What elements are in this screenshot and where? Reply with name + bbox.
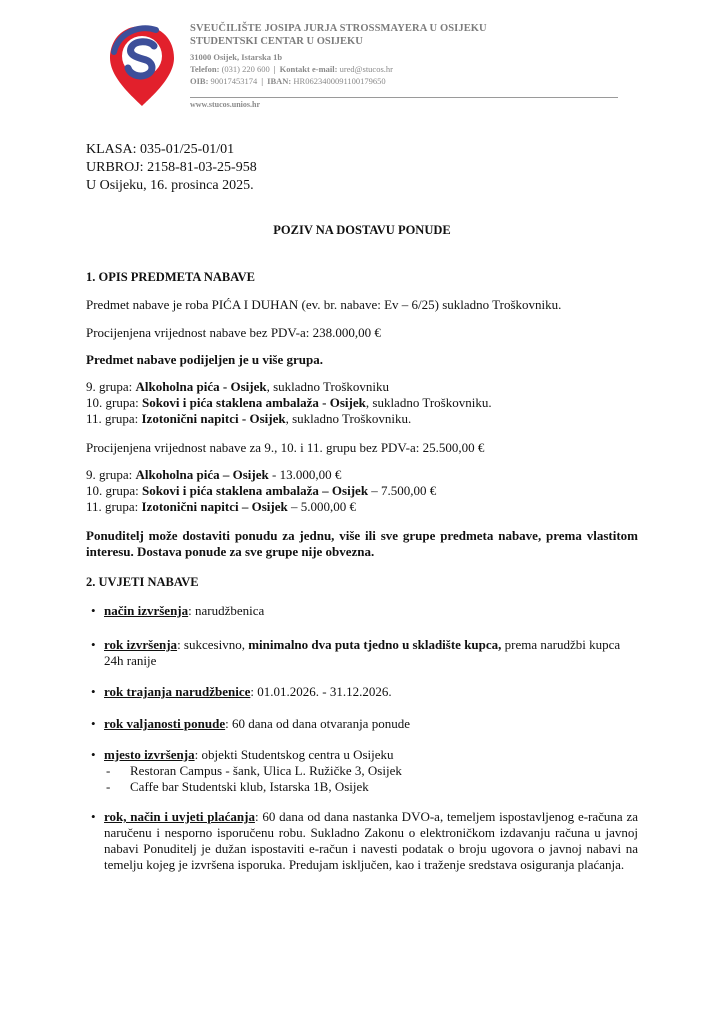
- group-value-item: 9. grupa: Alkoholna pića – Osijek - 13.000,00 €: [86, 467, 342, 482]
- letterhead-contact: Telefon: (031) 220 600 | Kontakt e-mail: ured@stucos.hr: [190, 64, 393, 74]
- condition-item: • mjesto izvršenja: objekti Studentskog centra u Osijeku: [91, 747, 394, 762]
- group-value-item: 10. grupa: Sokovi i pića staklena ambalaža – Osijek – 7.500,00 €: [86, 483, 437, 498]
- condition-item: • rok izvršenja: sukcesivno, minimalno dva puta tjedno u skladište kupca, prema narudžbi kupca 24h ranije: [91, 637, 621, 668]
- document-title: POZIV NA DOSTAVU PONUDE: [273, 223, 451, 237]
- place-date: U Osijeku, 16. prosinca 2025.: [86, 178, 254, 193]
- bullet-icon: •: [91, 747, 96, 762]
- condition-item: • način izvršenja: narudžbenica: [91, 603, 265, 618]
- condition-item: • rok, način i uvjeti plaćanja: 60 dana od dana nastanka DVO-a, temeljem ispostavljenog e-računa za naručenu i nesporno isporučenu robu. Sukladno Zakonu o elektroničkom izdavanju računa u javnoj nabavi Ponuditelj je dužan ispostaviti e-račun i navesti podatak o broju ugovora o javnoj nabavi na temelju kojeg je izvršena isporuka. Predujam isključen, kao i traženje sredstava osiguranja plaćanja.: [91, 809, 638, 872]
- section1-heading: 1. OPIS PREDMETA NABAVE: [86, 270, 256, 284]
- section1-subject: Predmet nabave je roba PIĆA I DUHAN (ev. br. nabave: Ev – 6/25) sukladno Troškovniku.: [86, 297, 562, 312]
- klasa: KLASA: 035-01/25-01/01: [86, 142, 235, 157]
- letterhead-divider: [190, 97, 618, 98]
- bullet-icon: •: [91, 684, 96, 699]
- letterhead-website: www.stucos.unios.hr: [190, 100, 261, 109]
- section1-estimated-value: Procijenjena vrijednost nabave bez PDV-a: 238.000,00 €: [86, 325, 381, 340]
- condition-item: • rok valjanosti ponude: 60 dana od dana otvaranja ponude: [91, 716, 410, 731]
- section1-groups-value: Procijenjena vrijednost nabave za 9., 10. i 11. grupu bez PDV-a: 25.500,00 €: [86, 440, 485, 455]
- letterhead-institution: STUDENTSKI CENTAR U OSIJEKU: [190, 36, 363, 47]
- bullet-icon: •: [91, 716, 96, 731]
- location-subitem: - Caffe bar Studentski klub, Istarska 1B, Osijek: [106, 779, 369, 794]
- section1-bidder-note: Ponuditelj može dostaviti ponudu za jednu, više ili sve grupe predmeta nabave, prema vlastitom interesu. Dostava ponude za sve grupe nije obvezna.: [86, 528, 638, 559]
- letterhead-university: SVEUČILIŠTE JOSIPA JURJA STROSSMAYERA U OSIJEKU: [190, 23, 487, 34]
- stucos-logo: [104, 22, 180, 108]
- section2-heading: 2. UVJETI NABAVE: [86, 575, 199, 589]
- group-item: 9. grupa: Alkoholna pića - Osijek, sukladno Troškovniku: [86, 379, 390, 394]
- letterhead-address: 31000 Osijek, Istarska 1b: [190, 52, 283, 62]
- bullet-icon: •: [91, 603, 96, 618]
- group-item: 10. grupa: Sokovi i pića staklena ambalaža - Osijek, sukladno Troškovniku.: [86, 395, 492, 410]
- section1-groups-note: Predmet nabave podijeljen je u više grupa.: [86, 352, 323, 367]
- urbroj: URBROJ: 2158-81-03-25-958: [86, 160, 257, 175]
- letterhead: [190, 22, 487, 87]
- group-item: 11. grupa: Izotonični napitci - Osijek, sukladno Troškovniku.: [86, 411, 412, 426]
- condition-item: • rok trajanja narudžbenice: 01.01.2026. - 31.12.2026.: [91, 684, 392, 699]
- bullet-icon: •: [91, 637, 96, 652]
- letterhead-ids: OIB: 90017453174 | IBAN: HR0623400091100179650: [190, 76, 386, 86]
- bullet-icon: •: [91, 809, 96, 824]
- location-subitem: - Restoran Campus - šank, Ulica L. Ružičke 3, Osijek: [106, 763, 402, 778]
- group-value-item: 11. grupa: Izotonični napitci – Osijek – 5.000,00 €: [86, 499, 356, 514]
